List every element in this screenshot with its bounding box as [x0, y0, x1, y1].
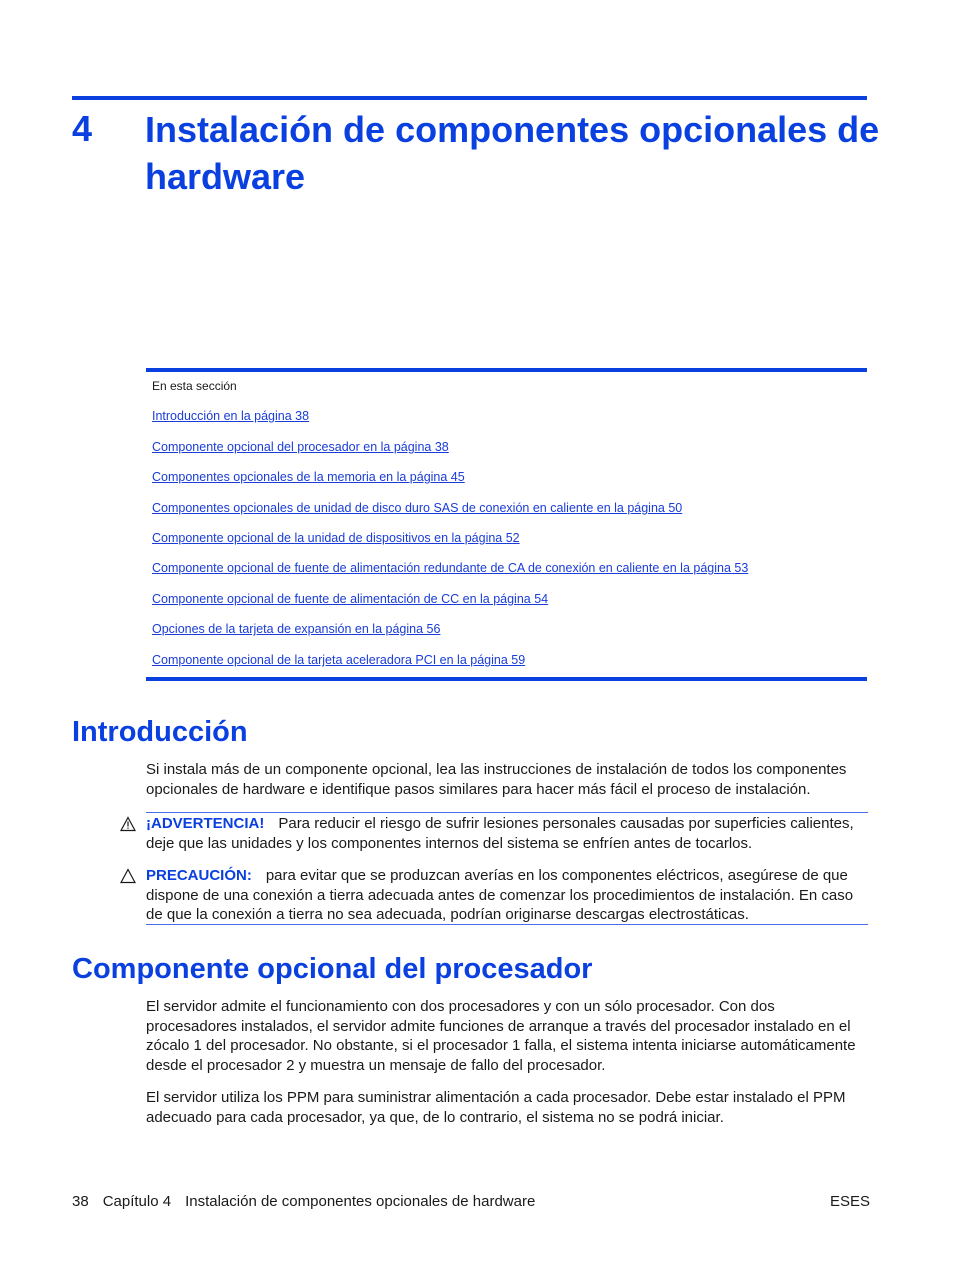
footer-locale: ESES — [830, 1193, 871, 1210]
caution-text: para evitar que se produzcan averías en los componentes eléctricos, asegúrese de que dispone de una conexión a tierra adecuada antes de comenzar los procedimientos de instalación. En caso de que la conexión a tierra no sea adecuada, podrían originarse descargas electrostáticas. — [146, 867, 854, 923]
caution-note — [146, 866, 868, 925]
toc-heading: En esta sección — [152, 379, 237, 393]
toc-link-unidad-dispositivos[interactable]: Componente opcional de la unidad de dispositivos en la página 52 — [152, 531, 520, 545]
warning-note — [146, 814, 868, 853]
footer-chapter-title: Instalación de componentes opcionales de hardware — [185, 1193, 536, 1210]
processor-paragraph-1: El servidor admite el funcionamiento con dos procesadores y con un sólo procesador. Con dos procesadores instalados, el servidor admite funciones de arranque a través del procesador instalado en el zócalo 1 del procesador. No obstante, si el procesador 1 falla, el sistema intenta iniciarse automáticamente desde el procesador 2 y muestra un mensaje de fallo del procesador. — [146, 998, 856, 1074]
toc-link-tarjeta-expansion[interactable]: Opciones de la tarjeta de expansión en la página 56 — [152, 622, 441, 636]
chapter-top-rule — [72, 96, 867, 100]
processor-paragraph-2: El servidor utiliza los PPM para suministrar alimentación a cada procesador. Debe estar instalado el PPM adecuado para cada procesador, ya que, de lo contrario, el sistema no se podrá iniciar. — [146, 1089, 846, 1126]
chapter-number: 4 — [72, 108, 93, 149]
chapter-title: Instalación de componentes opcionales de hardware — [145, 109, 880, 197]
toc-link-fuente-ca[interactable]: Componente opcional de fuente de alimentación redundante de CA de conexión en caliente en la página 53 — [152, 561, 749, 575]
toc-link-disco-sas[interactable]: Componentes opcionales de unidad de disco duro SAS de conexión en caliente en la página 50 — [152, 501, 683, 515]
toc-link-procesador[interactable]: Componente opcional del procesador en la página 38 — [152, 440, 449, 454]
warning-triangle-icon — [120, 816, 136, 832]
toc-link-introduccion[interactable]: Introducción en la página 38 — [152, 409, 310, 423]
intro-paragraph: Si instala más de un componente opcional, lea las instrucciones de instalación de todos los componentes opcionales de hardware e identifique pasos similares para hacer más fácil el proceso de instalación. — [146, 761, 847, 798]
section-heading-introduccion: Introducción — [72, 716, 248, 748]
toc-link-tarjeta-pci[interactable]: Componente opcional de la tarjeta aceleradora PCI en la página 59 — [152, 653, 526, 667]
toc-top-rule — [146, 368, 867, 372]
warning-text: Para reducir el riesgo de sufrir lesiones personales causadas por superficies calientes, deje que las unidades y los componentes internos del sistema se enfríen antes de tocarlos. — [146, 815, 854, 852]
footer-left — [72, 1193, 549, 1210]
toc-link-memoria[interactable]: Componentes opcionales de la memoria en la página 45 — [152, 470, 465, 484]
caution-label: PRECAUCIÓN: — [146, 867, 252, 884]
footer-chapter-label: Capítulo 4 — [102, 1193, 172, 1210]
notice-top-rule — [146, 812, 868, 813]
warning-label: ¡ADVERTENCIA! — [146, 815, 265, 832]
toc-bottom-rule — [146, 677, 867, 681]
toc-link-fuente-cc[interactable]: Componente opcional de fuente de alimentación de CC en la página 54 — [152, 592, 549, 606]
caution-triangle-icon — [120, 868, 136, 884]
footer-page-number: 38 — [72, 1193, 89, 1210]
notice-bottom-rule — [146, 924, 868, 925]
section-heading-procesador: Componente opcional del procesador — [72, 953, 593, 985]
